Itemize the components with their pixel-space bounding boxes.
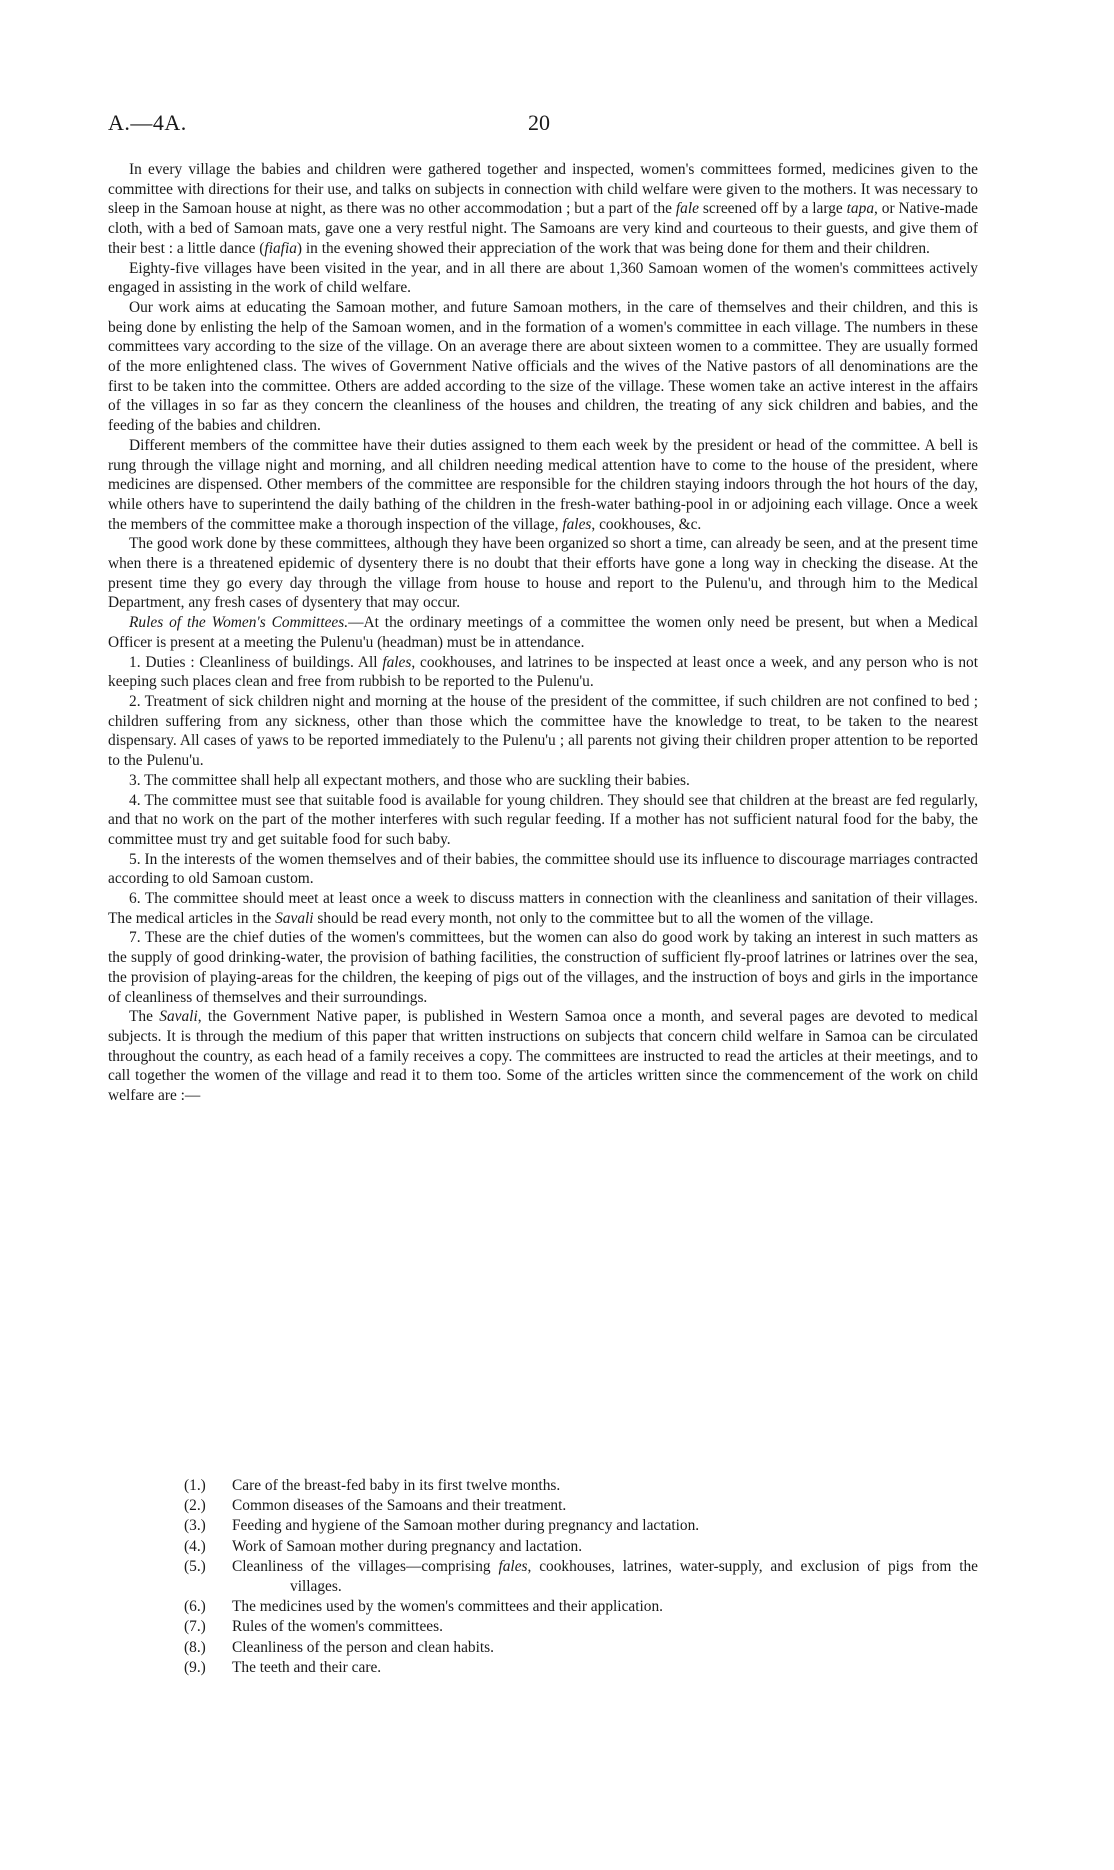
list-item-number: (4.) (184, 1537, 206, 1555)
text-segment: 2. Treatment of sick children night and morning at the house of the president of the committee, if such children are not confined to bed ; children suffering from any sickness, other than those which the committee have the knowledge to treat, to be taken to the nearest dispensary. All cases of yaws to be reported immediately to the Pulenu'u ; all parents not giving their children proper attention to be reported to the Pulenu'u. (108, 692, 978, 770)
list-item (108, 1557, 978, 1597)
paragraph (108, 692, 978, 771)
articles-list (108, 1476, 978, 1678)
list-item-number: (1.) (184, 1477, 206, 1494)
list-item-text: Cleanliness of the person and clean habits. (232, 1638, 494, 1656)
italic-text: fales (498, 1557, 528, 1575)
paragraph (108, 298, 978, 436)
text-segment: In every village the babies and children were gathered together and inspected, women's committees formed, medicines given to the committee with directions for their use, and talks on subjects in connection with child welfare were given to the mothers. It was necessary to sleep in the Samoan house at night, as there was no other accommodation ; but a part of the (108, 161, 978, 218)
list-item-text (232, 1557, 978, 1597)
list-item (108, 1658, 978, 1678)
paragraph (108, 436, 978, 535)
italic-text: tapa (846, 200, 875, 218)
text-segment: —At the ordinary meetings of a committee the women only need be present, but when a Medical Officer is present at a meeting the Pulenu'u (headman) must be in attendance. (108, 614, 978, 651)
text-segment: , cookhouses, latrines, water-supply, and exclusion of pigs from the villages. (290, 1557, 979, 1596)
text-segment: 3. The committee shall help all expectant mothers, and those who are suckling their babies. (129, 771, 690, 789)
text-segment: Different members of the committee have their duties assigned to them each week by the president or head of the committee. A bell is rung through the village night and morning, and all children needing medical attention have to come to the house of the president, where medicines are dispensed. Other members of the committee are responsible for the children staying indoors through the hot hours of the day, while others have to superintend the daily bathing of the children in the fresh-water bathing-pool in or adjoining each village. Once a week the members of the committee make a thorough inspection of the village, (108, 436, 978, 533)
text-segment: screened off by a large (699, 200, 847, 218)
text-segment: , cookhouses, &c. (591, 515, 702, 533)
text-segment: , or Native-made cloth, with a bed of Samoan mats, gave one a very restful night. The Samoans are very kind and courteous to their guests, and give them of their best : a little dance ( (108, 200, 978, 257)
list-item (108, 1537, 978, 1557)
italic-text: fales (382, 653, 412, 671)
text-segment: 6. The committee should meet at least once a week to discuss matters in connection with the cleanliness and sanitation of their villages. The medical articles in the (108, 890, 978, 927)
italic-text: fale (675, 200, 699, 218)
list-item-text: Work of Samoan mother during pregnancy and lactation. (232, 1537, 583, 1555)
list-item-number: (8.) (184, 1638, 206, 1656)
text-segment: , the Government Native paper, is published in Western Samoa once a month, and several pages are devoted to medical subjects. It is through the medium of this paper that written instructions on subjects that concern child welfare in Samoa can be circulated throughout the country, as each head of a family receives a copy. The committees are instructed to read the articles at their meetings, and to call together the women of the village and read it to them too. Some of the articles written since the commencement of the work on child welfare are :— (108, 1008, 978, 1105)
list-item-number: (6.) (184, 1598, 206, 1616)
text-segment: 7. These are the chief duties of the women's committees, but the women can also do good work by taking an interest in such matters as the supply of good drinking-water, the provision of bathing facilities, the construction of sufficient fly-proof latrines or latrines over the sea, the provision of playing-areas for the children, the keeping of pigs out of the villages, and the instruction of boys and girls in the importance of cleanliness of themselves and their surroundings. (108, 929, 978, 1006)
list-item (108, 1638, 978, 1658)
list-item-text: Feeding and hygiene of the Samoan mother during pregnancy and lactation. (232, 1517, 700, 1535)
list-item-number: (3.) (184, 1517, 206, 1535)
list-item-text: Rules of the women's committees. (232, 1618, 443, 1636)
body-text (108, 160, 978, 1106)
paragraph (108, 791, 978, 850)
paragraph (108, 653, 978, 692)
paragraph (108, 613, 978, 652)
paragraph (108, 534, 978, 613)
list-item-number: (9.) (184, 1658, 206, 1676)
paragraph (108, 850, 978, 889)
paragraph (108, 889, 978, 928)
text-segment: Cleanliness of the villages—comprising (232, 1557, 499, 1575)
paragraph (108, 1007, 978, 1106)
page-number: 20 (528, 110, 550, 135)
list-item (108, 1597, 978, 1617)
list-item-text: Common diseases of the Samoans and their treatment. (232, 1497, 567, 1515)
italic-text: Rules of the Women's Committees. (129, 614, 349, 632)
paragraph (108, 771, 978, 791)
paragraph (108, 928, 978, 1007)
text-segment: 4. The committee must see that suitable food is available for young children. They should see that children at the breast are fed regularly, and that no work on the part of the mother interferes with such regular feeding. If a mother has not sufficient natural food for the baby, the committee must try and get suitable food for such baby. (108, 791, 978, 848)
list-item-number: (5.) (184, 1557, 206, 1575)
list-item-number: (7.) (184, 1618, 206, 1636)
text-segment: 5. In the interests of the women themselves and of their babies, the committee should use its influence to discourage marriages contracted according to old Samoan custom. (108, 850, 978, 888)
italic-text: Savali (275, 909, 314, 927)
list-item-number: (2.) (184, 1497, 206, 1515)
italic-text: fales (562, 515, 592, 533)
paragraph (108, 160, 978, 259)
list-item-text: The teeth and their care. (232, 1658, 382, 1676)
list-item (108, 1516, 978, 1536)
list-item (108, 1496, 978, 1516)
list-item (108, 1617, 978, 1637)
text-segment: 1. Duties : Cleanliness of buildings. All (129, 653, 383, 671)
italic-text: fiafia (264, 239, 297, 257)
list-item-text: The medicines used by the women's committees and their application. (232, 1598, 664, 1616)
text-segment: , cookhouses, and latrines to be inspected at least once a week, and any person who is not keeping such places clean and free from rubbish to be reported to the Pulenu'u. (108, 653, 978, 691)
italic-text: Savali (159, 1008, 198, 1026)
paragraph (108, 259, 978, 298)
text-segment: The (129, 1008, 160, 1026)
text-segment: The good work done by these committees, although they have been organized so short a time, can already be seen, and at the present time when there is a threatened epidemic of dysentery there is no doubt that their efforts have gone a long way in checking the disease. At the present time they go every day through the village from house to house and report to the Pulenu'u, and through him to the Medical Department, any fresh cases of dysentery that may occur. (108, 535, 978, 612)
list-item-text: Care of the breast-fed baby in its first twelve months. (232, 1477, 561, 1494)
text-segment: Our work aims at educating the Samoan mother, and future Samoan mothers, in the care of themselves and their children, and this is being done by enlisting the help of the Samoan women, and in the formation of a women's committee in each village. The numbers in these committees vary according to the size of the village. On an average there are about sixteen women to a committee. They are usually formed of the more enlightened class. The wives of Government Native officials and the wives of the Native pastors of all denominations are the first to be taken into the committee. Others are added according to the size of the village. These women take an active interest in the affairs of the villages in so far as they concern the cleanliness of the houses and children, the treating of any sick children and babies, and the feeding of the babies and children. (108, 298, 978, 435)
list-item (108, 1476, 978, 1496)
document-reference: A.—4A. (108, 110, 187, 135)
text-segment: ) in the evening showed their appreciation of the work that was being done for them and their children. (296, 239, 930, 257)
text-segment: should be read every month, not only to the committee but to all the women of the village. (313, 909, 874, 927)
text-segment: Eighty-five villages have been visited in the year, and in all there are about 1,360 Samoan women of the women's committees actively engaged in assisting in the work of child welfare. (108, 259, 978, 297)
